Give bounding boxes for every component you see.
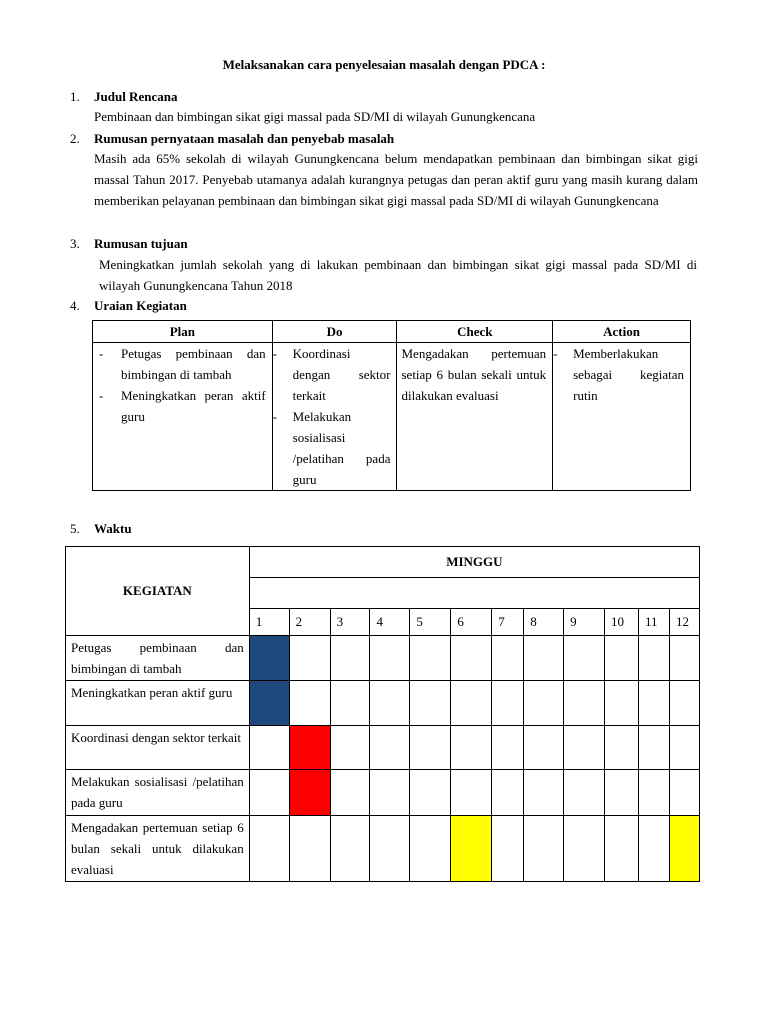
list-item: - Petugas pembinaan dan bimbingan di tambah	[99, 346, 266, 382]
schedule-empty-cell	[370, 636, 410, 681]
kegiatan-header: KEGIATAN	[66, 547, 250, 636]
schedule-table	[65, 546, 700, 882]
week-number: 7	[492, 609, 524, 636]
schedule-empty-cell	[289, 636, 330, 681]
minggu-header: MINGGU	[249, 547, 699, 578]
schedule-filled-cell	[249, 636, 289, 681]
schedule-empty-cell	[249, 770, 289, 816]
section-heading-waktu: Waktu	[94, 521, 132, 536]
schedule-empty-cell	[370, 726, 410, 770]
activity-name: Koordinasi dengan sektor terkait	[66, 726, 250, 770]
schedule-empty-cell	[492, 681, 524, 726]
schedule-empty-cell	[330, 770, 370, 816]
section-number: 3.	[70, 236, 80, 251]
schedule-empty-cell	[564, 636, 605, 681]
activity-name: Meningkatkan peran aktif guru	[66, 681, 250, 726]
section-heading-tujuan: Rumusan tujuan	[94, 236, 188, 251]
table-row	[66, 726, 700, 770]
schedule-empty-cell	[605, 681, 639, 726]
week-number: 5	[410, 609, 451, 636]
schedule-empty-cell	[410, 816, 451, 882]
week-number: 8	[524, 609, 564, 636]
schedule-empty-cell	[249, 816, 289, 882]
schedule-empty-cell	[492, 770, 524, 816]
section-heading-masalah: Rumusan pernyataan masalah dan penyebab masalah	[94, 131, 395, 146]
pdca-header-plan: Plan	[93, 321, 273, 343]
section-number: 5.	[70, 521, 80, 536]
schedule-empty-cell	[289, 816, 330, 882]
schedule-filled-cell	[669, 816, 699, 882]
pdca-header-do: Do	[272, 321, 397, 343]
schedule-filled-cell	[289, 726, 330, 770]
schedule-empty-cell	[524, 681, 564, 726]
table-row	[66, 770, 700, 816]
schedule-empty-cell	[370, 816, 410, 882]
list-item: - Memberlakukan sebagai kegiatan rutin	[553, 346, 684, 403]
schedule-empty-cell	[605, 770, 639, 816]
schedule-empty-cell	[669, 770, 699, 816]
tujuan-text: Meningkatkan jumlah sekolah yang di lakukan pembinaan dan bimbingan sikat gigi massal pada SD/MI di wilayah Gunungkencana Tahun 2018	[99, 257, 697, 293]
schedule-empty-cell	[492, 636, 524, 681]
masalah-text: Masih ada 65% sekolah di wilayah Gunungkencana belum mendapatkan pembinaan dan bimbingan sikat gigi massal Tahun 2017. Penyebab utamanya adalah kurangnya petugas dan peran aktif guru yang masih kurang dalam memberikan pelayanan pembinaan dan bimbingan sikat gigi massal pada SD/MI di wilayah Gunungkencana	[94, 151, 698, 208]
schedule-empty-cell	[410, 681, 451, 726]
schedule-empty-cell	[669, 681, 699, 726]
schedule-empty-cell	[330, 726, 370, 770]
schedule-empty-cell	[451, 726, 492, 770]
schedule-empty-cell	[524, 770, 564, 816]
schedule-empty-cell	[451, 681, 492, 726]
schedule-empty-cell	[289, 681, 330, 726]
schedule-filled-cell	[249, 681, 289, 726]
week-number: 4	[370, 609, 410, 636]
judul-text: Pembinaan dan bimbingan sikat gigi massal pada SD/MI di wilayah Gunungkencana	[94, 109, 536, 124]
schedule-filled-cell	[451, 816, 492, 882]
schedule-empty-cell	[370, 770, 410, 816]
week-number: 10	[605, 609, 639, 636]
schedule-filled-cell	[289, 770, 330, 816]
schedule-empty-cell	[524, 726, 564, 770]
section-number: 2.	[70, 131, 80, 146]
week-number: 3	[330, 609, 370, 636]
schedule-empty-cell	[564, 726, 605, 770]
pdca-header-check: Check	[397, 321, 553, 343]
pdca-check-cell: Mengadakan pertemuan setiap 6 bulan sekali untuk dilakukan evaluasi	[397, 343, 553, 491]
schedule-empty-cell	[605, 636, 639, 681]
table-row	[66, 636, 700, 681]
schedule-empty-cell	[638, 636, 669, 681]
schedule-empty-cell	[638, 726, 669, 770]
activity-name: Mengadakan pertemuan setiap 6 bulan sekali untuk dilakukan evaluasi	[66, 816, 250, 882]
activity-name: Petugas pembinaan dan bimbingan di tambah	[66, 636, 250, 681]
schedule-empty-cell	[564, 681, 605, 726]
section-number: 4.	[70, 298, 80, 313]
schedule-empty-cell	[330, 636, 370, 681]
week-number: 9	[564, 609, 605, 636]
list-item: - Melakukan sosialisasi /pelatihan pada guru	[272, 409, 391, 487]
blank-header-row	[249, 578, 699, 609]
schedule-empty-cell	[564, 816, 605, 882]
schedule-empty-cell	[605, 816, 639, 882]
section-heading-uraian: Uraian Kegiatan	[94, 298, 187, 313]
schedule-empty-cell	[605, 726, 639, 770]
schedule-empty-cell	[370, 681, 410, 726]
pdca-action-cell	[553, 343, 691, 491]
schedule-empty-cell	[249, 726, 289, 770]
schedule-empty-cell	[410, 636, 451, 681]
schedule-empty-cell	[410, 726, 451, 770]
schedule-empty-cell	[451, 770, 492, 816]
pdca-table	[92, 320, 691, 491]
schedule-empty-cell	[638, 770, 669, 816]
week-number: 11	[638, 609, 669, 636]
pdca-header-action: Action	[553, 321, 691, 343]
week-number: 1	[249, 609, 289, 636]
schedule-empty-cell	[638, 681, 669, 726]
pdca-do-cell	[272, 343, 397, 491]
week-number: 6	[451, 609, 492, 636]
week-number: 12	[669, 609, 699, 636]
section-number: 1.	[70, 89, 80, 104]
schedule-empty-cell	[638, 816, 669, 882]
schedule-empty-cell	[524, 816, 564, 882]
section-heading-judul: Judul Rencana	[94, 89, 178, 104]
schedule-empty-cell	[492, 816, 524, 882]
schedule-empty-cell	[669, 726, 699, 770]
schedule-empty-cell	[669, 636, 699, 681]
schedule-empty-cell	[330, 816, 370, 882]
schedule-empty-cell	[524, 636, 564, 681]
schedule-empty-cell	[492, 726, 524, 770]
schedule-empty-cell	[564, 770, 605, 816]
activity-name: Melakukan sosialisasi /pelatihan pada guru	[66, 770, 250, 816]
list-item: - Meningkatkan peran aktif guru	[99, 388, 266, 424]
table-row	[66, 681, 700, 726]
table-row	[66, 816, 700, 882]
week-number: 2	[289, 609, 330, 636]
schedule-empty-cell	[451, 636, 492, 681]
list-item: - Koordinasi dengan sektor terkait	[272, 346, 391, 403]
page-title: Melaksanakan cara penyelesaian masalah dengan PDCA :	[222, 57, 546, 72]
schedule-empty-cell	[410, 770, 451, 816]
pdca-plan-cell	[93, 343, 273, 491]
schedule-empty-cell	[330, 681, 370, 726]
